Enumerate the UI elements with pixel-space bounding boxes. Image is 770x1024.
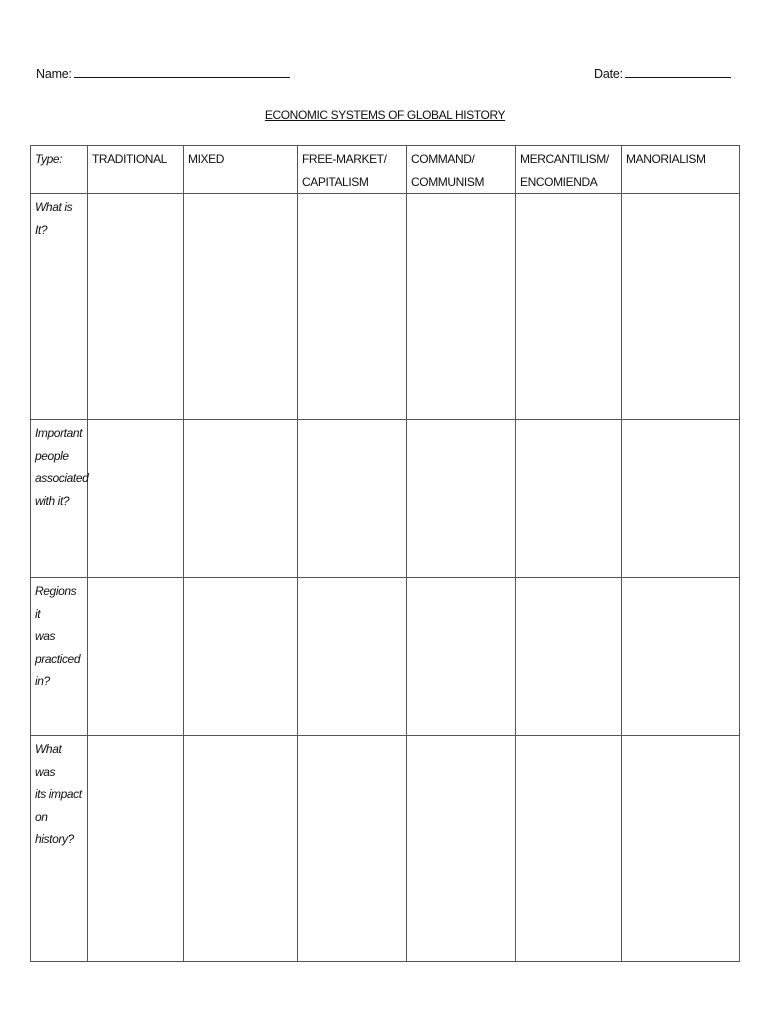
row-label-line: people	[35, 448, 69, 463]
row-label-line: its impact	[35, 787, 82, 801]
header-row	[31, 146, 740, 194]
row-label-line: Important	[35, 426, 83, 440]
answer-cell[interactable]	[298, 736, 407, 962]
answer-cell[interactable]	[298, 194, 407, 420]
date-label: Date:	[594, 67, 623, 81]
answer-cell[interactable]	[622, 578, 740, 736]
answer-cell[interactable]	[298, 420, 407, 578]
column-header-line: CAPITALISM	[302, 174, 369, 189]
column-header-manorialism	[622, 146, 740, 194]
answer-cell[interactable]	[184, 420, 298, 578]
row-label-impact	[31, 736, 88, 962]
economic-systems-table	[30, 145, 740, 962]
answer-cell[interactable]	[622, 194, 740, 420]
column-header-line: COMMAND/	[411, 152, 475, 166]
answer-cell[interactable]	[516, 194, 622, 420]
answer-cell[interactable]	[88, 736, 184, 962]
answer-cell[interactable]	[407, 736, 516, 962]
row-label-line: associated	[35, 471, 89, 485]
column-header-line: COMMUNISM	[411, 174, 485, 189]
answer-cell[interactable]	[516, 578, 622, 736]
row-label-line: was	[35, 629, 56, 643]
date-field[interactable]	[594, 64, 731, 81]
column-header-line: MERCANTILISM/	[520, 152, 609, 166]
answer-cell[interactable]	[622, 420, 740, 578]
column-header-line: FREE-MARKET/	[302, 152, 387, 166]
row-label-important-people	[31, 420, 88, 578]
answer-cell[interactable]	[184, 736, 298, 962]
answer-cell[interactable]	[88, 578, 184, 736]
answer-cell[interactable]	[622, 736, 740, 962]
column-header-command	[407, 146, 516, 194]
column-header-line: MANORIALISM	[626, 152, 706, 166]
answer-cell[interactable]	[184, 194, 298, 420]
type-label: Type:	[35, 152, 63, 166]
row-label-line: history?	[35, 832, 74, 846]
column-header-traditional	[88, 146, 184, 194]
column-header-free-market	[298, 146, 407, 194]
row-label-line: on	[35, 809, 48, 824]
answer-cell[interactable]	[184, 578, 298, 736]
worksheet-title: ECONOMIC SYSTEMS OF GLOBAL HISTORY	[264, 108, 506, 122]
row-label-regions	[31, 578, 88, 736]
date-blank-line[interactable]	[625, 64, 731, 78]
column-header-mercantilism	[516, 146, 622, 194]
name-label: Name:	[36, 67, 72, 81]
column-header-line: MIXED	[188, 152, 225, 166]
row-label-line: practiced	[35, 651, 81, 666]
row-label-what-is-it	[31, 194, 88, 420]
row-label-line: in?	[35, 674, 50, 688]
answer-cell[interactable]	[298, 578, 407, 736]
answer-cell[interactable]	[407, 578, 516, 736]
answer-cell[interactable]	[516, 420, 622, 578]
table-row-what-is-it	[31, 194, 740, 420]
table-row-regions	[31, 578, 740, 736]
answer-cell[interactable]	[516, 736, 622, 962]
answer-cell[interactable]	[407, 194, 516, 420]
row-label-line: What is It?	[35, 200, 73, 237]
table-row-impact	[31, 736, 740, 962]
table-row-important-people	[31, 420, 740, 578]
name-field[interactable]	[36, 64, 290, 81]
column-header-line: ENCOMIENDA	[520, 174, 598, 189]
column-header-mixed	[184, 146, 298, 194]
row-label-line: with it?	[35, 493, 70, 508]
answer-cell[interactable]	[88, 420, 184, 578]
name-blank-line[interactable]	[74, 64, 290, 78]
corner-cell	[31, 146, 88, 194]
row-label-line: Regions it	[35, 584, 77, 621]
answer-cell[interactable]	[407, 420, 516, 578]
row-label-line: What was	[35, 742, 62, 779]
column-header-line: TRADITIONAL	[92, 152, 167, 166]
answer-cell[interactable]	[88, 194, 184, 420]
